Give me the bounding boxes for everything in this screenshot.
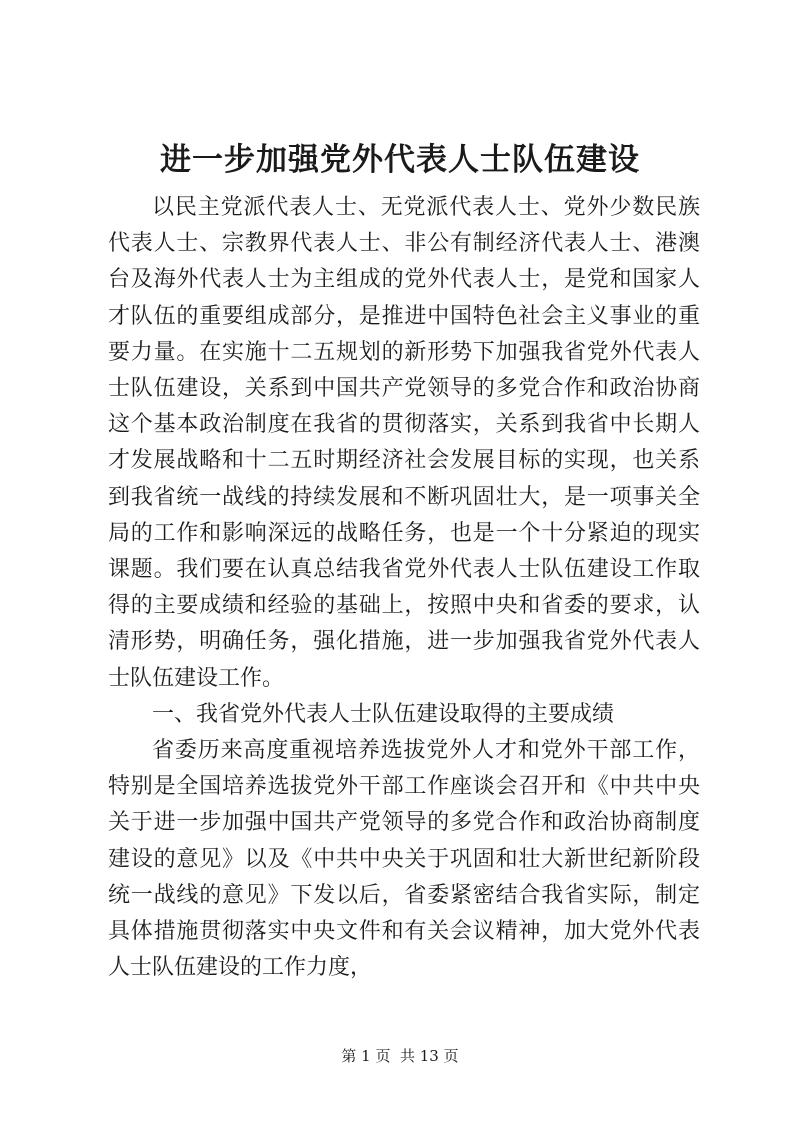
intro-paragraph: 以民主党派代表人士、无党派代表人士、党外少数民族代表人士、宗教界代表人士、非公有制经济代表人士、港澳台及海外代表人士为主组成的党外代表人士，是党和国家人才队伍的重要组成部分，是推进中国特色社会主义事业的重要力量。在实施十二五规划的新形势下加强我省党外代表人士队伍建设，关系到中国共产党领导的多党合作和政治协商这个基本政治制度在我省的贯彻落实，关系到我省中长期人才发展战略和十二五时期经济社会发展目标的实现，也关系到我省统一战线的持续发展和不断巩固壮大，是一项事关全局的工作和影响深远的战略任务，也是一个十分紧迫的现实课题。我们要在认真总结我省党外代表人士队伍建设工作取得的主要成绩和经验的基础上，按照中央和省委的要求，认清形势，明确任务，强化措施，进一步加强我省党外代表人士队伍建设工作。 [108,195,700,691]
section-paragraph: 省委历来高度重视培养选拔党外人才和党外干部工作，特别是全国培养选拔党外干部工作座谈会召开和《中共中央关于进一步加强中国共产党领导的多党合作和政治协商制度建设的意见》以及《中共中央关于巩固和壮大新世纪新阶段统一战线的意见》下发以后，省委紧密结合我省实际，制定具体措施贯彻落实中央文件和有关会议精神，加大党外代表人士队伍建设的工作力度， [108,738,700,981]
section-heading: 一、我省党外代表人士队伍建设取得的主要成绩 [152,701,615,727]
document-body [108,190,700,986]
document-title: 进一步加强党外代表人士队伍建设 [160,142,640,178]
page-number-label: 第 1 页 共 13 页 [341,1047,459,1065]
page-footer [0,1046,800,1066]
